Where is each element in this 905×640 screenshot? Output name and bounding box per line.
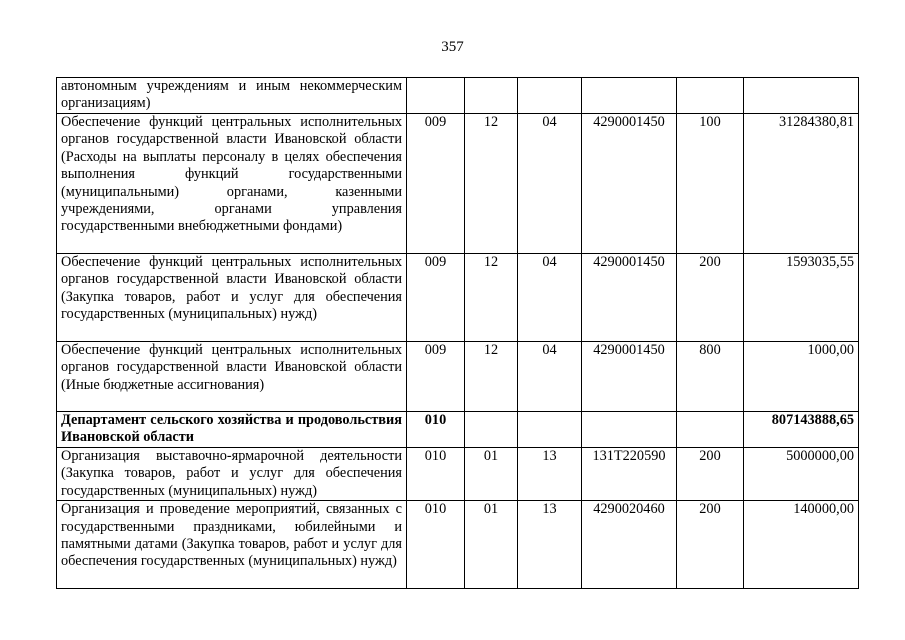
amount bbox=[744, 78, 859, 114]
amount: 1000,00 bbox=[744, 342, 859, 412]
expense-type-code: 800 bbox=[677, 342, 744, 412]
target-article-code: 131Т220590 bbox=[582, 448, 677, 501]
section-code bbox=[465, 78, 518, 114]
section-code: 12 bbox=[465, 114, 518, 254]
target-article-code: 4290001450 bbox=[582, 342, 677, 412]
target-article-code bbox=[582, 78, 677, 114]
amount: 31284380,81 bbox=[744, 114, 859, 254]
amount: 140000,00 bbox=[744, 501, 859, 589]
expense-type-code: 200 bbox=[677, 254, 744, 342]
subsection-code bbox=[518, 78, 582, 114]
table-row bbox=[57, 114, 859, 254]
ministry-code: 010 bbox=[407, 448, 465, 501]
target-article-code: 4290020460 bbox=[582, 501, 677, 589]
amount: 807143888,65 bbox=[744, 412, 859, 448]
table-row bbox=[57, 254, 859, 342]
row-description: Обеспечение функций центральных исполнительных органов государственной власти Ивановской области (Иные бюджетные ассигнования) bbox=[57, 342, 407, 412]
section-code: 01 bbox=[465, 501, 518, 589]
expense-type-code bbox=[677, 412, 744, 448]
subsection-code: 13 bbox=[518, 501, 582, 589]
subsection-code: 13 bbox=[518, 448, 582, 501]
table-row bbox=[57, 342, 859, 412]
expense-type-code: 100 bbox=[677, 114, 744, 254]
section-code bbox=[465, 412, 518, 448]
subsection-code bbox=[518, 412, 582, 448]
budget-table bbox=[56, 77, 859, 589]
row-description: Обеспечение функций центральных исполнительных органов государственной власти Ивановской области (Закупка товаров, работ и услуг для обеспечения государственных (муниципальных) нужд) bbox=[57, 254, 407, 342]
table-row bbox=[57, 501, 859, 589]
target-article-code: 4290001450 bbox=[582, 254, 677, 342]
row-description: Департамент сельского хозяйства и продовольствия Ивановской области bbox=[57, 412, 407, 448]
ministry-code: 009 bbox=[407, 114, 465, 254]
expense-type-code bbox=[677, 78, 744, 114]
budget-table-body bbox=[57, 78, 859, 589]
section-code: 01 bbox=[465, 448, 518, 501]
ministry-code: 010 bbox=[407, 501, 465, 589]
section-code: 12 bbox=[465, 254, 518, 342]
target-article-code bbox=[582, 412, 677, 448]
target-article-code: 4290001450 bbox=[582, 114, 677, 254]
table-row-department bbox=[57, 412, 859, 448]
ministry-code: 009 bbox=[407, 342, 465, 412]
amount: 1593035,55 bbox=[744, 254, 859, 342]
table-row bbox=[57, 78, 859, 114]
section-code: 12 bbox=[465, 342, 518, 412]
row-description: Организация выставочно-ярмарочной деятельности (Закупка товаров, работ и услуг для обеспечения государственных (муниципальных) нужд) bbox=[57, 448, 407, 501]
subsection-code: 04 bbox=[518, 114, 582, 254]
row-description: Организация и проведение мероприятий, связанных с государственными праздниками, юбилейными и памятными датами (Закупка товаров, работ и услуг для обеспечения государственных (муниципальных) нужд) bbox=[57, 501, 407, 589]
amount: 5000000,00 bbox=[744, 448, 859, 501]
ministry-code: 009 bbox=[407, 254, 465, 342]
subsection-code: 04 bbox=[518, 254, 582, 342]
page-number: 357 bbox=[441, 39, 464, 55]
table-row bbox=[57, 448, 859, 501]
row-description: автономным учреждениям и иным некоммерческим организациям) bbox=[57, 78, 407, 114]
subsection-code: 04 bbox=[518, 342, 582, 412]
expense-type-code: 200 bbox=[677, 448, 744, 501]
ministry-code bbox=[407, 78, 465, 114]
expense-type-code: 200 bbox=[677, 501, 744, 589]
row-description: Обеспечение функций центральных исполнительных органов государственной власти Ивановской области (Расходы на выплаты персоналу в целях обеспечения выполнения функций государственными (муниципальными) органами, казенными учреждениями, органами управления государственными внебюджетными фондами) bbox=[57, 114, 407, 254]
ministry-code: 010 bbox=[407, 412, 465, 448]
